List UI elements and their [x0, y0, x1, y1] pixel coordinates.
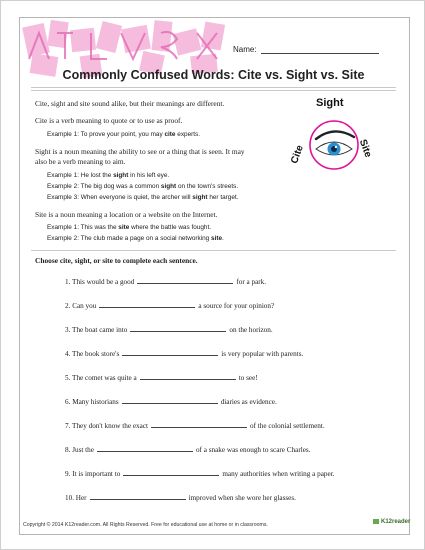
answer-blank-4[interactable]	[122, 348, 218, 356]
name-field[interactable]	[233, 45, 379, 54]
word-cite: Cite	[289, 143, 306, 166]
brand-logo[interactable]: K12reader	[373, 519, 410, 525]
answer-blank-9[interactable]	[123, 468, 219, 476]
answer-blank-5[interactable]	[140, 372, 236, 380]
eye-graphic	[289, 97, 374, 183]
question-9: 9. It is important to many authorities when writing a paper.	[65, 470, 335, 478]
answer-blank-2[interactable]	[99, 300, 195, 308]
answer-blank-7[interactable]	[151, 420, 247, 428]
cite-example-1: Example 1: To prove your point, you may cite experts.	[47, 131, 200, 138]
site-example-1: Example 1: This was the site where the battle was fought.	[47, 224, 212, 231]
word-sight: Sight	[316, 97, 344, 109]
name-blank[interactable]	[261, 45, 379, 54]
sight-example-3: Example 3: When everyone is quiet, the archer will sight her target.	[47, 194, 239, 201]
instructions: Choose cite, sight, or site to complete each sentence.	[35, 256, 198, 265]
cite-definition: Cite is a verb meaning to quote or to use as proof.	[35, 116, 183, 125]
question-1: 1. This would be a good for a park.	[65, 278, 267, 286]
question-4: 4. The book store's is very popular with parents.	[65, 350, 304, 358]
intro-text: Cite, sight and site sound alike, but their meanings are different.	[35, 99, 225, 108]
name-label: Name:	[233, 45, 257, 54]
answer-blank-3[interactable]	[130, 324, 226, 332]
question-7: 7. They don't know the exact of the colonial settlement.	[65, 422, 325, 430]
sight-example-2: Example 2: The big dog was a common sight on the town's streets.	[47, 183, 239, 190]
sight-definition-line-2: also be a verb meaning to aim.	[35, 157, 126, 166]
sight-definition-line-1: Sight is a noun meaning the ability to see or a thing that is seen. It may	[35, 147, 245, 156]
site-definition: Site is a noun meaning a location or a website on the Internet.	[35, 210, 218, 219]
site-example-2: Example 2: The club made a page on a social networking site.	[47, 235, 224, 242]
word-site: Site	[356, 138, 374, 159]
answer-blank-6[interactable]	[122, 396, 218, 404]
answer-blank-10[interactable]	[90, 492, 186, 500]
question-3: 3. The boat came into on the horizon.	[65, 326, 273, 334]
copyright-footer: Copyright © 2014 K12reader.com. All Rights Reserved. Free for educational use at home or in classrooms.	[23, 522, 268, 528]
answer-blank-8[interactable]	[97, 444, 193, 452]
answer-blank-1[interactable]	[137, 276, 233, 284]
worksheet-title: Commonly Confused Words: Cite vs. Sight vs. Site	[62, 68, 365, 82]
title-divider-bottom	[31, 90, 396, 91]
question-5: 5. The comet was quite a to see!	[65, 374, 258, 382]
question-2: 2. Can you a source for your opinion?	[65, 302, 275, 310]
title-divider-top	[31, 87, 396, 88]
section-divider	[31, 250, 396, 251]
question-10: 10. Her improved when she wore her glasses.	[65, 494, 296, 502]
book-icon	[373, 519, 379, 524]
sight-example-1: Example 1: He lost the sight in his left eye.	[47, 172, 170, 179]
question-6: 6. Many historians diaries as evidence.	[65, 398, 277, 406]
question-8: 8. Just the of a snake was enough to scare Charles.	[65, 446, 311, 454]
eyebrow-icon	[316, 131, 354, 139]
